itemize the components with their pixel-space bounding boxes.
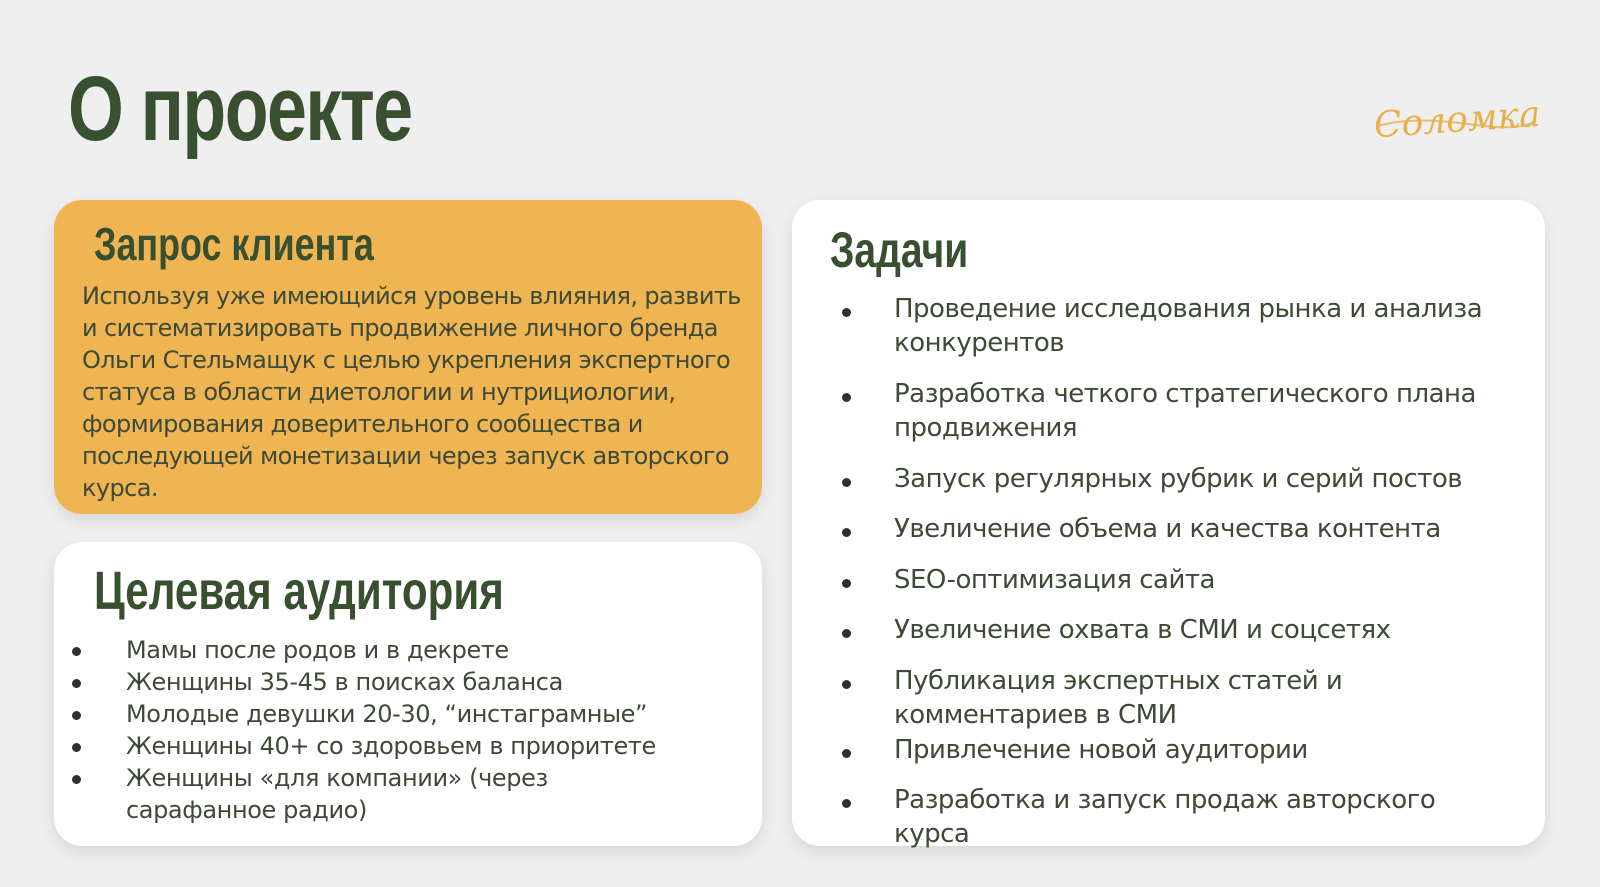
list-item: Проведение исследования рынка и анализа конкурентов <box>842 292 1502 360</box>
list-item: Женщины 35-45 в поисках баланса <box>72 666 740 698</box>
bullet-icon <box>842 579 851 588</box>
soloмka-logo <box>1372 72 1542 152</box>
list-item: Мамы после родов и в декрете <box>72 634 740 666</box>
bullet-icon <box>72 711 81 720</box>
list-item: Разработка четкого стратегического плана продвижения <box>842 377 1502 445</box>
list-item: SEO-оптимизация сайта <box>842 563 1502 597</box>
logo-text: Соломка <box>1372 93 1542 147</box>
client-request-title: Запрос клиента <box>94 218 374 270</box>
bullet-icon <box>72 775 81 784</box>
bullet-icon <box>72 743 81 752</box>
bullet-icon <box>842 393 851 402</box>
client-request-card <box>54 200 762 514</box>
tasks-card <box>792 200 1545 849</box>
bullet-icon <box>842 799 851 808</box>
target-audience-list <box>72 634 740 826</box>
list-item: Разработка и запуск продаж авторского курса <box>842 783 1502 851</box>
list-item: Увеличение охвата в СМИ и соцсетях <box>842 613 1502 647</box>
bullet-icon <box>842 478 851 487</box>
bullet-icon <box>842 308 851 317</box>
bullet-icon <box>72 647 81 656</box>
target-audience-title: Целевая аудитория <box>94 561 504 621</box>
bullet-icon <box>842 629 851 638</box>
bullet-icon <box>72 679 81 688</box>
bullet-icon <box>842 680 851 689</box>
list-item: Молодые девушки 20-30, “инстаграмные” <box>72 698 740 730</box>
page-title: О проекте <box>68 58 412 160</box>
list-item: Запуск регулярных рубрик и серий постов <box>842 462 1502 496</box>
list-item: Женщины 40+ со здоровьем в приоритете <box>72 730 740 762</box>
target-audience-card <box>54 542 762 846</box>
bullet-icon <box>842 749 851 758</box>
client-request-text: Используя уже имеющийся уровень влияния, развить и систематизировать продвижение личного бренда Ольги Стельмащук с целью укрепления экспертного статуса в области диетологии и нутрициологии, формирования доверительного сообщества и последующей монетизации через запуск авторского курса. <box>82 282 741 502</box>
list-item: Увеличение объема и качества контента <box>842 512 1502 546</box>
list-item: Публикация экспертных статей и комментариев в СМИ <box>842 664 1502 732</box>
bullet-icon <box>842 528 851 537</box>
list-item: Привлечение новой аудитории <box>842 733 1502 767</box>
list-item: Женщины «для компании» (через сарафанное радио) <box>72 762 740 826</box>
tasks-title: Задачи <box>830 222 969 278</box>
